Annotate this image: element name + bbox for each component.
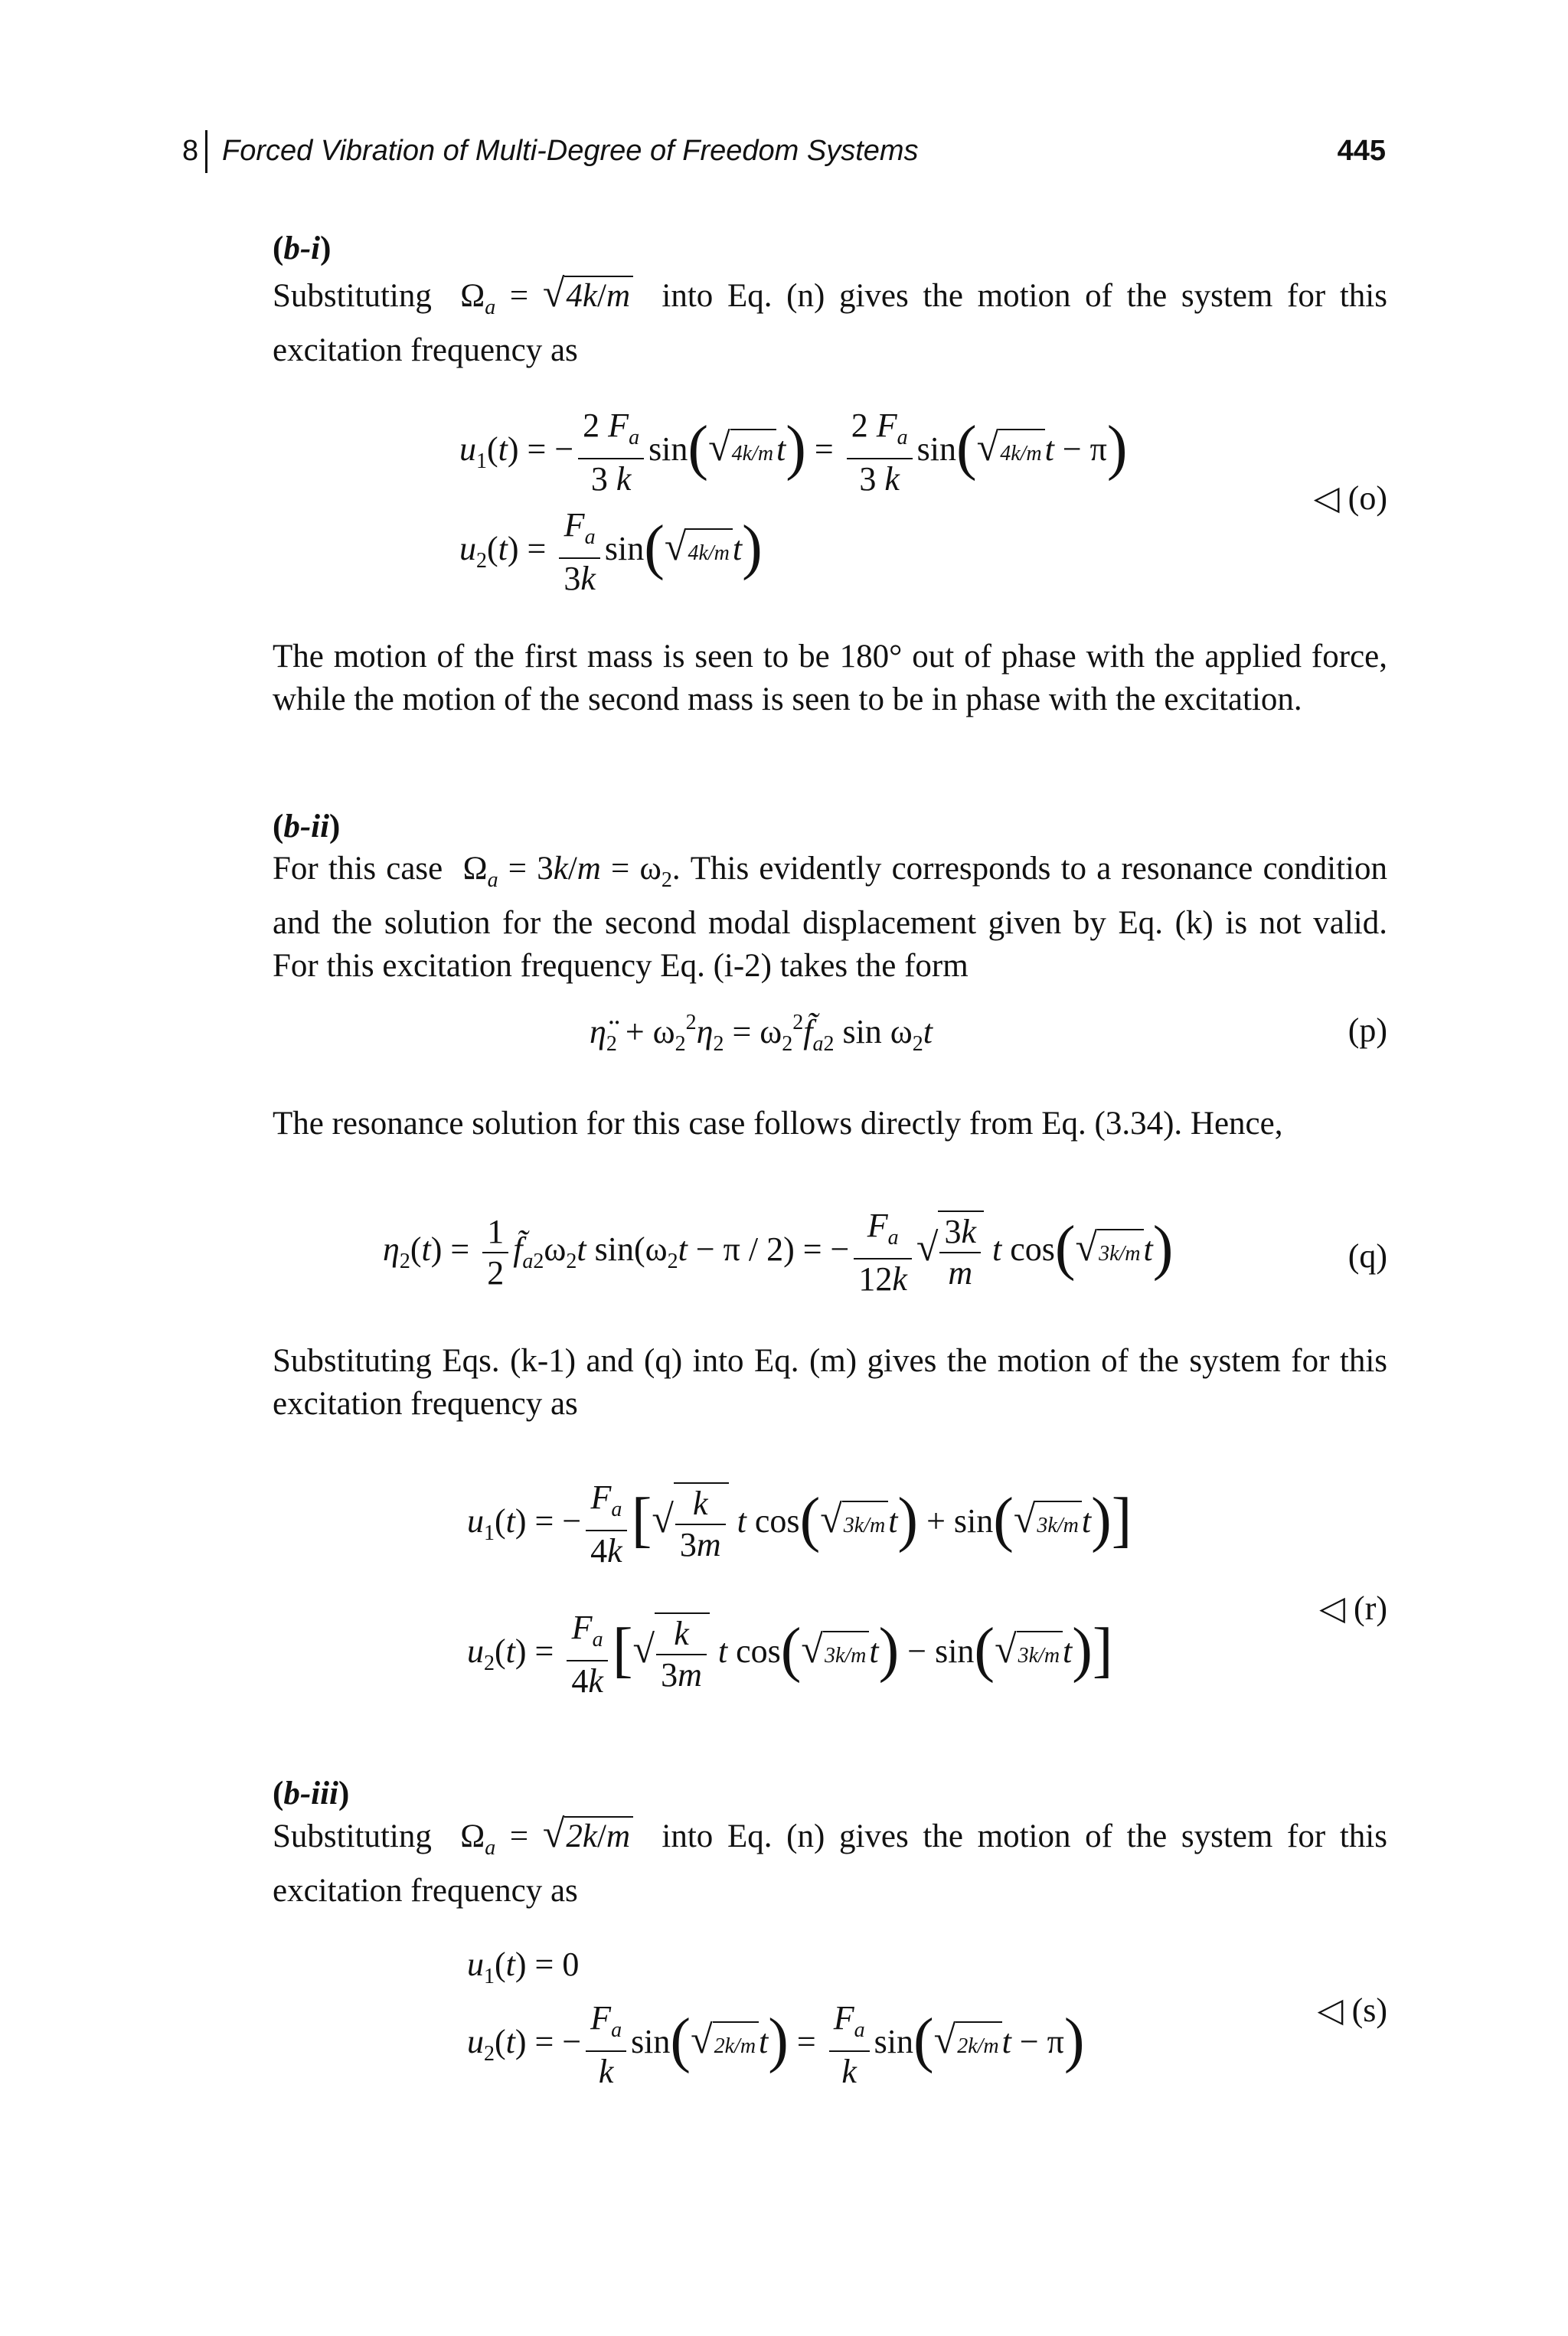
paragraph-resonance-solution: The resonance solution for this case follows directly from Eq. (3.34). Hence, bbox=[273, 1106, 1283, 1142]
inline-math-omega-2k: $\Omega_a = √2k/m$ bbox=[446, 1818, 648, 1854]
paragraph-substituting-k1-q: Substituting Eqs. (k-1) and (q) into Eq. (m) gives the motion of the system for this excitation frequency as bbox=[273, 1343, 1387, 1422]
section-heading-b-ii: (b-ii) bbox=[273, 809, 341, 845]
equation-tag-p: (p) bbox=[1348, 1011, 1387, 1049]
equation-q: $\eta_2(t)$ = $\frac{1}{2}$ $f̃_{a2}\omega_2t$ $\sin(\omega_2t - \pi / 2)$ = − $\frac{F_a}{12k}$ √ $\frac{3k}{m}$ t cos(√3k/mt) bbox=[383, 1207, 1174, 1298]
header-divider bbox=[205, 130, 207, 173]
equation-tag-s: ◁ (s) bbox=[1317, 1991, 1387, 2029]
paragraph-b-iii: Substituting $\Omega_a = √2k/m$ into Eq. (n) gives the motion of the system for this excitation frequency as bbox=[273, 1812, 1387, 1909]
page-number: 445 bbox=[1337, 135, 1386, 167]
equation-o-line1: $u_1(t)$ = − $\frac{2 F_a}{3 k}$ sin(√4k/mt) = $\frac{2 F_a}{3 k}$ sin(√4k/mt − π) bbox=[459, 407, 1128, 498]
chapter-title: Forced Vibration of Multi-Degree of Freedom Systems bbox=[222, 135, 919, 167]
equation-tag-q: (q) bbox=[1348, 1237, 1387, 1275]
chapter-number: 8 bbox=[182, 135, 199, 167]
section-heading-b-i: (b-i) bbox=[273, 230, 332, 266]
paragraph-phase: The motion of the first mass is seen to be 180° out of phase with the applied force, while the motion of the second mass is seen to be in phase with the excitation. bbox=[273, 639, 1387, 717]
equation-tag-o: ◁ (o) bbox=[1313, 479, 1387, 517]
equation-r-line1: $u_1(t)$ = − $\frac{F_a}{4k}$ [√ $\frac{k}{3m}$ t cos(√3k/mt) + sin(√3k/mt)] bbox=[467, 1478, 1132, 1570]
equation-s-line2: $u_2(t)$ = − $\frac{F_a}{k}$ sin(√2k/mt) = $\frac{F_a}{k}$ sin(√2k/mt − π) bbox=[467, 1999, 1085, 2090]
equation-r-line2: $u_2(t)$ = $\frac{F_a}{4k}$ [√ $\frac{k}{3m}$ t cos(√3k/mt) − sin(√3k/mt)] bbox=[467, 1609, 1113, 1700]
equation-tag-r: ◁ (r) bbox=[1319, 1589, 1387, 1627]
section-heading-b-iii: (b-iii) bbox=[273, 1776, 350, 1812]
equation-p: $\etä_2 + \omega_2^2\eta_2$ = $\omega_2^2f̃_{a2}$ $\sin \omega_2t$ bbox=[590, 1011, 933, 1056]
inline-math-omega-4k: $\Omega_a = √4k/m$ bbox=[446, 278, 648, 314]
equation-o-line2: $u_2(t)$ = $\frac{F_a}{3k}$ sin(√4k/mt) bbox=[459, 506, 763, 597]
paragraph-b-i: Substituting $\Omega_a = √4k/m$ into Eq. (n) gives the motion of the system for this excitation frequency as bbox=[273, 272, 1387, 368]
running-header bbox=[182, 130, 1386, 176]
equation-s-line1: $u_1(t) = 0$ bbox=[467, 1946, 580, 1988]
inline-math-resonance: $\Omega_a = 3k/m = \omega_2$ bbox=[452, 851, 672, 892]
paragraph-b-ii: For this case $\Omega_a = 3k/m = \omega_2$. This evidently corresponds to a resonance condition and the solution for the second modal displacement given by Eq. (k) is not valid. For this excitation frequency Eq. (i-2) takes the form bbox=[273, 851, 1387, 984]
